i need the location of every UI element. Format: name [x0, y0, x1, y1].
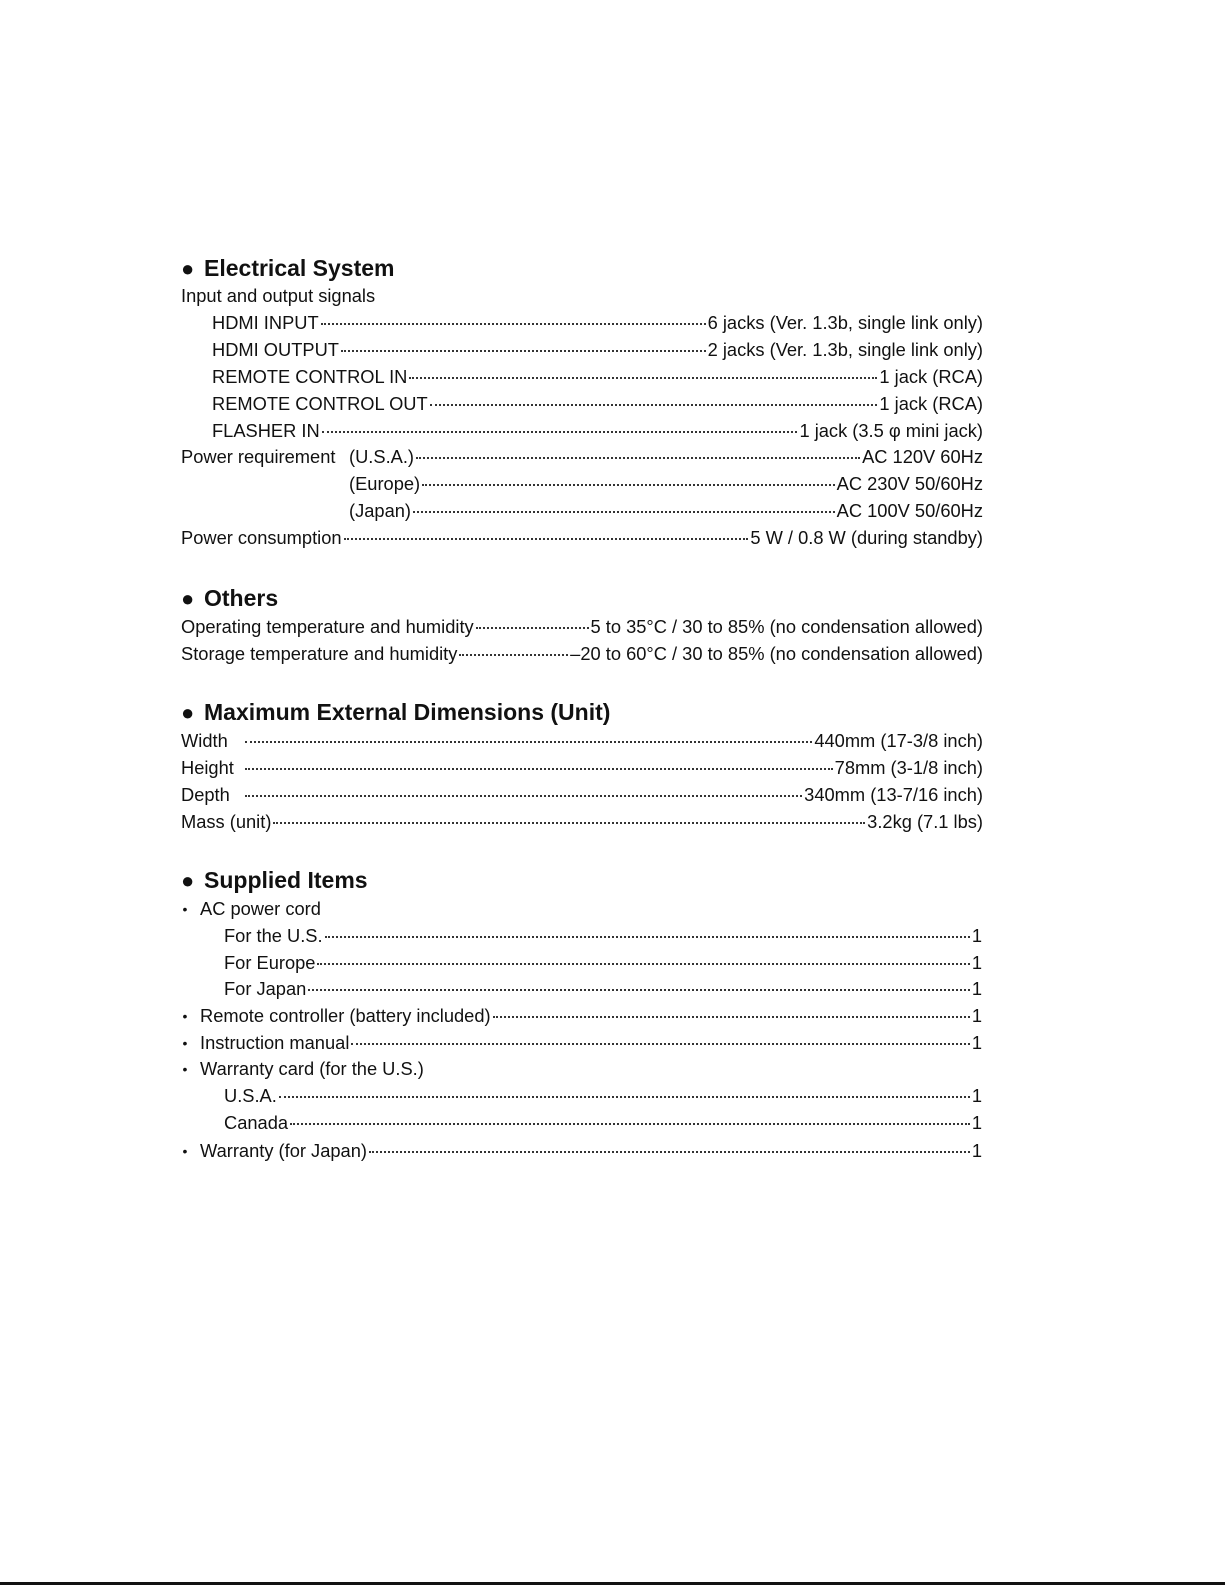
list-bullet-icon: •	[182, 901, 188, 917]
leader-dots	[273, 822, 865, 824]
item-label: For Japan	[224, 978, 307, 999]
item-row-for-japan	[224, 977, 982, 1001]
item-ac-power-cord: AC power cord	[200, 898, 321, 919]
item-label: Canada	[224, 1112, 289, 1133]
subhead-io-signals: Input and output signals	[181, 285, 376, 306]
spec-label: Depth	[181, 784, 230, 805]
spec-label: REMOTE CONTROL IN	[212, 366, 408, 387]
spec-row-mass	[181, 810, 983, 834]
spec-value: 6 jacks (Ver. 1.3b, single link only)	[707, 312, 983, 333]
spec-label: Storage temperature and humidity	[181, 643, 458, 664]
spec-value: 1 jack (RCA)	[879, 366, 983, 387]
spec-label: Operating temperature and humidity	[181, 616, 474, 637]
section-title-dimensions	[181, 698, 1001, 727]
leader-dots	[245, 795, 802, 797]
section-bullet-icon: ●	[181, 700, 195, 725]
section-bullet-icon: ●	[181, 868, 195, 893]
leader-dots	[430, 404, 878, 406]
spec-label: Width	[181, 730, 228, 751]
leader-dots	[341, 350, 706, 352]
item-label: Instruction manual	[200, 1032, 350, 1053]
leader-dots	[308, 989, 970, 991]
leader-dots	[321, 323, 706, 325]
item-qty: 1	[971, 1005, 982, 1026]
spec-value: –20 to 60°C / 30 to 85% (no condensation allowed)	[570, 643, 983, 664]
section-title-text: Others	[204, 585, 279, 611]
item-qty: 1	[971, 1112, 982, 1133]
spec-label: (U.S.A.)	[349, 446, 415, 467]
spec-row-power-usa	[349, 445, 983, 469]
spec-row-power-europe	[349, 472, 983, 496]
item-row-usa	[224, 1084, 982, 1108]
list-bullet-icon: •	[182, 1061, 188, 1077]
section-title-others	[181, 584, 1001, 613]
spec-value: 5 W / 0.8 W (during standby)	[750, 527, 983, 548]
spec-row-power-consumption	[181, 526, 983, 550]
section-bullet-icon: ●	[181, 256, 195, 281]
spec-value: 2 jacks (Ver. 1.3b, single link only)	[707, 339, 983, 360]
spec-row-power-japan	[349, 499, 983, 523]
item-qty: 1	[971, 1032, 982, 1053]
section-title-supplied	[181, 866, 1001, 895]
list-bullet-icon: •	[182, 1035, 188, 1051]
spec-row-flasher-in	[212, 419, 983, 443]
spec-row-width	[181, 729, 983, 753]
section-bullet-icon: ●	[181, 586, 195, 611]
item-qty: 1	[971, 1085, 982, 1106]
section-title-text: Maximum External Dimensions (Unit)	[204, 699, 611, 725]
spec-row-hdmi-output	[212, 338, 983, 362]
spec-value: AC 100V 50/60Hz	[836, 500, 983, 521]
spec-row-storage	[181, 642, 983, 666]
item-label: Warranty (for Japan)	[200, 1140, 367, 1161]
leader-dots	[290, 1123, 970, 1125]
item-qty: 1	[971, 952, 982, 973]
power-requirement-label: Power requirement	[181, 446, 336, 467]
leader-dots	[351, 1043, 969, 1045]
item-row-warranty-japan	[200, 1139, 982, 1163]
item-row-manual	[200, 1031, 982, 1055]
item-row-for-europe	[224, 951, 982, 975]
item-label: For the U.S.	[224, 925, 323, 946]
spec-value: 5 to 35°C / 30 to 85% (no condensation allowed)	[590, 616, 983, 637]
section-title-text: Supplied Items	[204, 867, 368, 893]
spec-label: FLASHER IN	[212, 420, 320, 441]
leader-dots	[369, 1151, 970, 1153]
spec-row-hdmi-input	[212, 311, 983, 335]
spec-row-remote-out	[212, 392, 983, 416]
leader-dots	[493, 1016, 970, 1018]
item-qty: 1	[971, 978, 982, 999]
spec-label: HDMI INPUT	[212, 312, 319, 333]
section-title-text: Electrical System	[204, 255, 395, 281]
spec-label: Mass (unit)	[181, 811, 272, 832]
leader-dots	[459, 654, 568, 656]
leader-dots	[245, 741, 812, 743]
item-warranty-card: Warranty card (for the U.S.)	[200, 1058, 424, 1079]
spec-value: 440mm (17-3/8 inch)	[814, 730, 983, 751]
spec-label: (Europe)	[349, 473, 421, 494]
spec-label: Height	[181, 757, 234, 778]
item-qty: 1	[971, 1140, 982, 1161]
spec-value: 340mm (13-7/16 inch)	[804, 784, 983, 805]
section-title-electrical	[181, 254, 1001, 283]
leader-dots	[476, 627, 589, 629]
spec-label: Power consumption	[181, 527, 342, 548]
spec-value: 78mm (3-1/8 inch)	[834, 757, 983, 778]
item-label: U.S.A.	[224, 1085, 277, 1106]
item-row-remote	[200, 1004, 982, 1028]
spec-value: 1 jack (3.5 φ mini jack)	[799, 420, 983, 441]
spec-value: AC 230V 50/60Hz	[836, 473, 983, 494]
list-bullet-icon: •	[182, 1143, 188, 1159]
leader-dots	[416, 457, 860, 459]
spec-label: (Japan)	[349, 500, 411, 521]
leader-dots	[245, 768, 833, 770]
spec-row-operating	[181, 615, 983, 639]
leader-dots	[325, 936, 970, 938]
item-label: Remote controller (battery included)	[200, 1005, 491, 1026]
item-row-for-us	[224, 924, 982, 948]
leader-dots	[344, 538, 749, 540]
item-qty: 1	[971, 925, 982, 946]
spec-row-height	[181, 756, 983, 780]
item-row-canada	[224, 1111, 982, 1135]
leader-dots	[413, 511, 835, 513]
list-bullet-icon: •	[182, 1008, 188, 1024]
spec-row-remote-in	[212, 365, 983, 389]
spec-label: HDMI OUTPUT	[212, 339, 339, 360]
spec-value: 3.2kg (7.1 lbs)	[867, 811, 983, 832]
spec-value: 1 jack (RCA)	[879, 393, 983, 414]
leader-dots	[422, 484, 835, 486]
leader-dots	[409, 377, 877, 379]
item-label: For Europe	[224, 952, 316, 973]
leader-dots	[322, 431, 798, 433]
leader-dots	[279, 1096, 970, 1098]
spec-row-depth	[181, 783, 983, 807]
spec-label: REMOTE CONTROL OUT	[212, 393, 428, 414]
spec-value: AC 120V 60Hz	[862, 446, 983, 467]
leader-dots	[317, 963, 969, 965]
